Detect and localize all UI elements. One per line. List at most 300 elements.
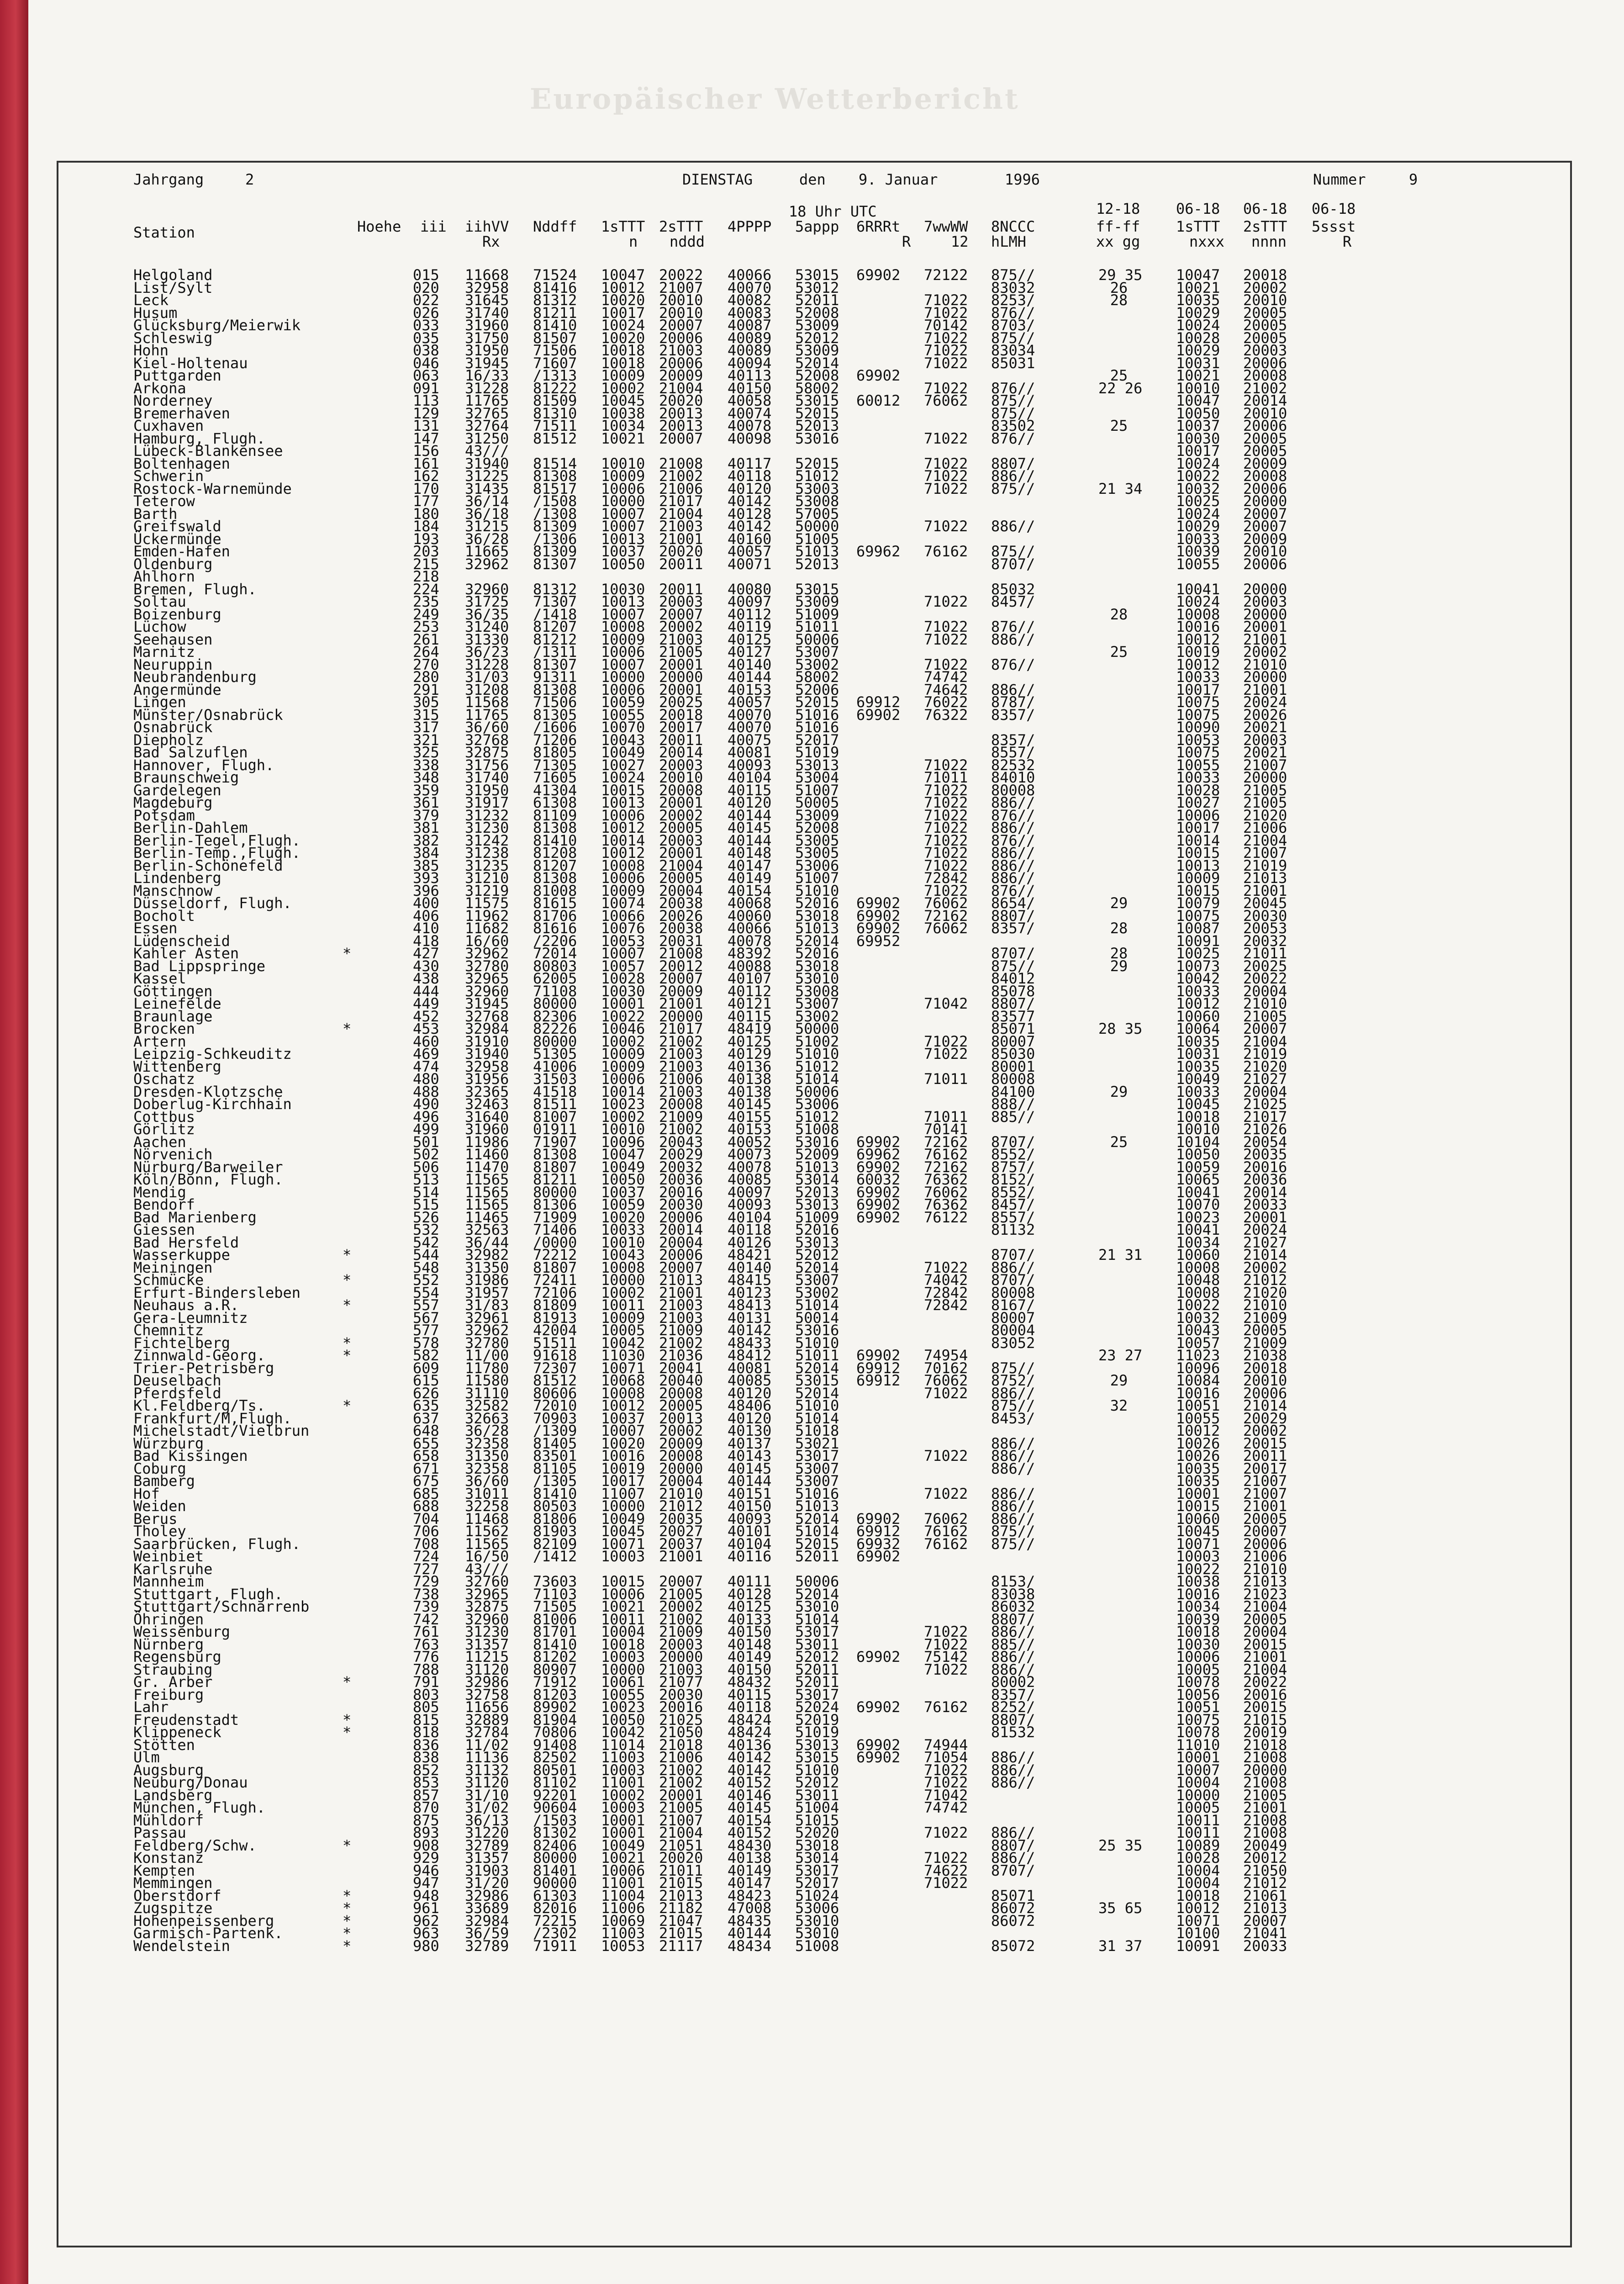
cell-5appp: 51014 (795, 1409, 839, 1427)
cell-ffff: 29 35 (1098, 266, 1143, 284)
cell-ffff: 32 (1110, 1397, 1128, 1414)
cell-1sttt-max: 10041 (1176, 1221, 1220, 1238)
cell-iii: 147 (413, 429, 439, 447)
cell-5appp: 51012 (795, 467, 839, 485)
cell-7wwww: 71022 (924, 1774, 968, 1791)
cell-station-name: Lübeck-Blankensee (133, 442, 283, 460)
cell-2sttt-min: 20021 (1243, 744, 1287, 761)
cell-4pppp: 48424 (728, 1724, 772, 1741)
jahrgang-value: 2 (245, 171, 254, 188)
cell-iii: 280 (413, 668, 439, 686)
cell-mountain-marker: * (343, 1246, 352, 1264)
cell-iii: 577 (413, 1322, 439, 1339)
cell-station-name: Lahr (133, 1698, 169, 1716)
cell-nddff: 72411 (533, 1271, 577, 1289)
cell-iihvv: 32962 (465, 1322, 509, 1339)
cell-nddff: 70903 (533, 1409, 577, 1427)
cell-station-name: Hof (133, 1485, 160, 1502)
date: 9. Januar (859, 171, 938, 188)
cell-2sttt: 20030 (659, 1196, 703, 1213)
cell-iihvv: 32765 (465, 404, 509, 422)
cell-2sttt: 21009 (659, 1623, 703, 1640)
cell-8nccc: 875// (991, 957, 1035, 975)
cell-1sttt: 10009 (601, 1309, 645, 1327)
cell-6rrrt: 69902 (856, 1510, 901, 1528)
cell-8nccc: 8552/ (991, 1146, 1035, 1163)
cell-1sttt-max: 10075 (1176, 907, 1220, 925)
cell-4pppp: 40144 (728, 1472, 772, 1490)
cell-1sttt: 10055 (601, 706, 645, 724)
cell-8nccc: 876// (991, 656, 1035, 673)
cell-1sttt: 10020 (601, 1434, 645, 1452)
cell-nddff: 81308 (533, 819, 577, 836)
cell-4pppp: 48406 (728, 1397, 772, 1414)
cell-2sttt-min: 20002 (1243, 643, 1287, 661)
col-2sttt: 2sTTT (659, 218, 703, 235)
cell-1sttt-max: 10051 (1176, 1698, 1220, 1716)
cell-7wwww: 71022 (924, 656, 968, 673)
cell-1sttt: 10011 (601, 1296, 645, 1314)
cell-iihvv: 31986 (465, 1271, 509, 1289)
cell-4pppp: 40128 (728, 1585, 772, 1603)
cell-8nccc: 86032 (991, 1598, 1035, 1615)
cell-1sttt-max: 10075 (1176, 693, 1220, 711)
cell-iii: 325 (413, 744, 439, 761)
cell-mountain-marker: * (343, 1937, 352, 1955)
cell-nddff: 92201 (533, 1786, 577, 1804)
cell-5appp: 52014 (795, 1384, 839, 1402)
cell-iihvv: 31250 (465, 429, 509, 447)
cell-8nccc: 8357/ (991, 706, 1035, 724)
cell-station-name: Straubing (133, 1660, 213, 1678)
cell-station-name: Bocholt (133, 907, 195, 925)
cell-iihvv: 32984 (465, 1020, 509, 1037)
cell-4pppp: 40119 (728, 618, 772, 635)
cell-iihvv: 31956 (465, 1070, 509, 1088)
cell-5appp: 51019 (795, 1724, 839, 1741)
cell-7wwww: 71022 (924, 856, 968, 874)
cell-station-name: Leipzig-Schkeuditz (133, 1045, 292, 1063)
cell-7wwww: 76162 (924, 1523, 968, 1540)
cell-iihvv: 32784 (465, 1724, 509, 1741)
cell-2sttt-min: 21001 (1243, 1497, 1287, 1515)
cell-5appp: 53007 (795, 1459, 839, 1477)
cell-2sttt-min: 20017 (1243, 1459, 1287, 1477)
cell-1sttt: 10071 (601, 1535, 645, 1553)
cell-2sttt-min: 20005 (1243, 1510, 1287, 1528)
cell-4pppp: 40120 (728, 1409, 772, 1427)
cell-1sttt-max: 10075 (1176, 744, 1220, 761)
cell-station-name: Weiden (133, 1497, 186, 1515)
cell-2sttt: 20036 (659, 1171, 703, 1188)
cell-1sttt: 10020 (601, 291, 645, 309)
cell-1sttt: 10001 (601, 1811, 645, 1829)
cell-1sttt-max: 10016 (1176, 1384, 1220, 1402)
cell-iihvv: 31950 (465, 781, 509, 799)
cell-station-name: Bad Marienberg (133, 1208, 257, 1226)
cell-7wwww: 71022 (924, 1660, 968, 1678)
cell-iihvv: 32960 (465, 580, 509, 598)
cell-2sttt-min: 21008 (1243, 1824, 1287, 1841)
cell-nddff: 81410 (533, 1485, 577, 1502)
cell-1sttt: 11007 (601, 1485, 645, 1502)
cell-2sttt-min: 20001 (1243, 1208, 1287, 1226)
cell-nddff: 72014 (533, 945, 577, 962)
cell-iihvv: 31/02 (465, 1799, 509, 1816)
cell-2sttt: 21006 (659, 480, 703, 497)
cell-station-name: Neubrandenburg (133, 668, 257, 686)
cell-6rrrt: 69902 (856, 1183, 901, 1201)
cell-station-name: Schleswig (133, 329, 213, 347)
cell-iihvv: 31120 (465, 1774, 509, 1791)
cell-8nccc: 8557/ (991, 1208, 1035, 1226)
cell-2sttt-min: 20054 (1243, 1133, 1287, 1151)
cell-5appp: 53006 (795, 1095, 839, 1113)
cell-nddff: 91408 (533, 1736, 577, 1754)
cell-2sttt-min: 20009 (1243, 530, 1287, 548)
cell-5appp: 51007 (795, 869, 839, 887)
cell-iii: 460 (413, 1032, 439, 1050)
cell-1sttt: 10009 (601, 882, 645, 899)
col-top-1sttt: 06-18 (1176, 200, 1220, 217)
cell-station-name: Mannheim (133, 1573, 204, 1590)
cell-iii: 870 (413, 1799, 439, 1816)
cell-5appp: 51010 (795, 1045, 839, 1063)
cell-1sttt-max: 10064 (1176, 1020, 1220, 1037)
cell-2sttt-min: 20009 (1243, 455, 1287, 472)
cell-1sttt-max: 10028 (1176, 781, 1220, 799)
cell-6rrrt: 69912 (856, 1359, 901, 1377)
cell-1sttt: 10047 (601, 266, 645, 284)
cell-2sttt: 21002 (659, 1334, 703, 1352)
cell-iihvv: 31917 (465, 794, 509, 811)
cell-1sttt-max: 10033 (1176, 530, 1220, 548)
cell-6rrrt: 60032 (856, 1171, 901, 1188)
cell-2sttt-min: 21009 (1243, 1334, 1287, 1352)
cell-iii: 361 (413, 794, 439, 811)
cell-iihvv: 31640 (465, 1108, 509, 1126)
cell-iihvv: 31350 (465, 1447, 509, 1465)
cell-nddff: 62005 (533, 970, 577, 987)
cell-2sttt: 21002 (659, 1610, 703, 1628)
cell-iihvv: 32365 (465, 1083, 509, 1100)
cell-iihvv: 32965 (465, 970, 509, 987)
cell-2sttt: 20017 (659, 719, 703, 736)
cell-iihvv: 32958 (465, 279, 509, 296)
cell-2sttt: 20029 (659, 1146, 703, 1163)
cell-1sttt-max: 10001 (1176, 1485, 1220, 1502)
cell-iii: 499 (413, 1121, 439, 1138)
cell-1sttt-max: 10029 (1176, 518, 1220, 535)
cell-station-name: Frankfurt/M,Flugh. (133, 1409, 292, 1427)
cell-station-name: Braunschweig (133, 769, 239, 786)
cell-2sttt: 20007 (659, 1258, 703, 1276)
cell-5appp: 53014 (795, 1171, 839, 1188)
cell-iihvv: 31330 (465, 630, 509, 648)
cell-2sttt: 20001 (659, 844, 703, 862)
cell-1sttt-max: 10014 (1176, 831, 1220, 849)
cell-2sttt-min: 21010 (1243, 1296, 1287, 1314)
cell-2sttt-min: 21007 (1243, 1472, 1287, 1490)
cell-7wwww: 70162 (924, 1359, 968, 1377)
cell-5appp: 53013 (795, 1736, 839, 1754)
cell-2sttt-min: 21013 (1243, 1899, 1287, 1917)
cell-2sttt-min: 21013 (1243, 1573, 1287, 1590)
cell-2sttt: 21004 (659, 505, 703, 523)
cell-4pppp: 40093 (728, 1196, 772, 1213)
cell-1sttt: 10042 (601, 1724, 645, 1741)
cell-2sttt: 21036 (659, 1347, 703, 1364)
cell-2sttt-min: 21050 (1243, 1861, 1287, 1879)
cell-5appp: 52012 (795, 1648, 839, 1665)
cell-7wwww: 71022 (924, 455, 968, 472)
cell-nddff: 81514 (533, 455, 577, 472)
cell-2sttt-min: 20000 (1243, 1761, 1287, 1779)
cell-station-name: Doberlug-Kirchhain (133, 1095, 292, 1113)
cell-2sttt: 21002 (659, 1761, 703, 1779)
cell-1sttt: 10009 (601, 467, 645, 485)
cell-mountain-marker: * (343, 1271, 352, 1289)
cell-2sttt-min: 21007 (1243, 844, 1287, 862)
cell-nddff: 81006 (533, 1610, 577, 1628)
cell-iii: 488 (413, 1083, 439, 1100)
cell-1sttt: 10045 (601, 392, 645, 409)
cell-iii: 671 (413, 1459, 439, 1477)
cell-iii: 026 (413, 304, 439, 322)
cell-2sttt-min: 20000 (1243, 605, 1287, 623)
cell-1sttt-max: 10089 (1176, 1836, 1220, 1854)
cell-nddff: 81309 (533, 543, 577, 560)
cell-nddff: 71206 (533, 731, 577, 749)
cell-8nccc: 85071 (991, 1887, 1035, 1904)
cell-2sttt: 20001 (659, 1786, 703, 1804)
cell-4pppp: 40085 (728, 1171, 772, 1188)
cell-1sttt-max: 10028 (1176, 1849, 1220, 1866)
cell-4pppp: 40117 (728, 455, 772, 472)
cell-ffff: 25 (1110, 367, 1128, 384)
cell-2sttt: 21013 (659, 1887, 703, 1904)
cell-2sttt: 21015 (659, 1874, 703, 1892)
cell-2sttt-min: 21038 (1243, 1347, 1287, 1364)
jahrgang-label: Jahrgang (133, 171, 204, 188)
cell-8nccc: 876// (991, 304, 1035, 322)
cell-8nccc: 885// (991, 1108, 1035, 1126)
cell-2sttt-min: 20021 (1243, 719, 1287, 736)
cell-8nccc: 875// (991, 266, 1035, 284)
cell-4pppp: 40123 (728, 1284, 772, 1301)
cell-4pppp: 48432 (728, 1673, 772, 1691)
cell-station-name: Glücksburg/Meierwik (133, 317, 301, 334)
cell-nddff: 71108 (533, 982, 577, 1000)
cell-8nccc: 886// (991, 1849, 1035, 1866)
cell-1sttt-max: 10001 (1176, 1749, 1220, 1766)
cell-5appp: 53010 (795, 1598, 839, 1615)
cell-2sttt-min: 20007 (1243, 1912, 1287, 1930)
cell-1sttt: 10010 (601, 455, 645, 472)
cell-7wwww: 70141 (924, 1121, 968, 1138)
cell-5appp: 52006 (795, 681, 839, 698)
cell-7wwww: 72842 (924, 869, 968, 887)
cell-nddff: 81302 (533, 1824, 577, 1841)
col-1sttt: 1sTTT (601, 218, 645, 235)
cell-1sttt: 10007 (601, 605, 645, 623)
cell-nddff: 81809 (533, 1296, 577, 1314)
cell-station-name: Cottbus (133, 1108, 195, 1126)
cell-2sttt-min: 20000 (1243, 769, 1287, 786)
col-1sttt-b: 1sTTT (1176, 218, 1220, 235)
cell-1sttt-max: 10078 (1176, 1724, 1220, 1741)
cell-iii: 818 (413, 1724, 439, 1741)
cell-station-name: Lüchow (133, 618, 186, 635)
cell-1sttt: 10019 (601, 1459, 645, 1477)
cell-iii: 552 (413, 1271, 439, 1289)
cell-1sttt: 10050 (601, 1711, 645, 1729)
cell-1sttt: 10030 (601, 982, 645, 1000)
cell-2sttt: 21003 (659, 518, 703, 535)
cell-8nccc: 86072 (991, 1899, 1035, 1917)
cell-iihvv: 32789 (465, 1937, 509, 1955)
cell-2sttt: 20006 (659, 354, 703, 372)
cell-station-name: Bamberg (133, 1472, 195, 1490)
cell-1sttt: 10003 (601, 1648, 645, 1665)
cell-8nccc: 8552/ (991, 1183, 1035, 1201)
cell-iii: 635 (413, 1397, 439, 1414)
cell-iii: 706 (413, 1523, 439, 1540)
cell-7wwww: 76162 (924, 1146, 968, 1163)
cell-1sttt: 10020 (601, 1208, 645, 1226)
cell-7wwww: 71022 (924, 429, 968, 447)
cell-5appp: 53018 (795, 907, 839, 925)
cell-5appp: 52009 (795, 1146, 839, 1163)
cell-station-name: Lüdenscheid (133, 932, 230, 950)
cell-nddff: 81706 (533, 907, 577, 925)
cell-iihvv: 36/14 (465, 492, 509, 510)
cell-2sttt-min: 20019 (1243, 1724, 1287, 1741)
cell-2sttt: 20007 (659, 317, 703, 334)
cell-5appp: 50006 (795, 1573, 839, 1590)
cell-mountain-marker: * (343, 1924, 352, 1942)
cell-1sttt-max: 10056 (1176, 1686, 1220, 1703)
cell-8nccc: 81532 (991, 1724, 1035, 1741)
cell-7wwww: 72162 (924, 907, 968, 925)
cell-6rrrt: 69902 (856, 706, 901, 724)
cell-2sttt: 20018 (659, 706, 703, 724)
cell-7wwww: 74944 (924, 1736, 968, 1754)
cell-1sttt-max: 10055 (1176, 1409, 1220, 1427)
cell-1sttt: 10007 (601, 518, 645, 535)
cell-iii: 962 (413, 1912, 439, 1930)
cell-1sttt: 10049 (601, 744, 645, 761)
cell-4pppp: 40131 (728, 1309, 772, 1327)
cell-nddff: 81308 (533, 681, 577, 698)
cell-4pppp: 40118 (728, 1221, 772, 1238)
cell-ffff: 25 (1110, 643, 1128, 661)
cell-1sttt-max: 10035 (1176, 291, 1220, 309)
cell-7wwww: 72162 (924, 1158, 968, 1176)
cell-1sttt: 10007 (601, 505, 645, 523)
cell-2sttt-min: 20015 (1243, 1434, 1287, 1452)
cell-1sttt-max: 10025 (1176, 492, 1220, 510)
cell-iii: 805 (413, 1698, 439, 1716)
cell-1sttt: 10017 (601, 304, 645, 322)
cell-2sttt-min: 20005 (1243, 429, 1287, 447)
cell-2sttt-min: 21019 (1243, 1045, 1287, 1063)
cell-iii: 578 (413, 1334, 439, 1352)
cell-7wwww: 74042 (924, 1271, 968, 1289)
cell-2sttt: 20032 (659, 1158, 703, 1176)
cell-8nccc: 85031 (991, 354, 1035, 372)
cell-7wwww: 76362 (924, 1171, 968, 1188)
cell-5appp: 51024 (795, 1887, 839, 1904)
cell-2sttt-min: 20015 (1243, 1698, 1287, 1716)
col-4pppp: 4PPPP (728, 218, 772, 235)
cell-7wwww: 71022 (924, 1258, 968, 1276)
cell-iihvv: 11/02 (465, 1736, 509, 1754)
cell-2sttt: 20003 (659, 756, 703, 774)
cell-2sttt-min: 20049 (1243, 1836, 1287, 1854)
cell-2sttt-min: 21004 (1243, 1598, 1287, 1615)
cell-4pppp: 40078 (728, 932, 772, 950)
cell-1sttt: 10018 (601, 342, 645, 359)
cell-iii: 359 (413, 781, 439, 799)
cell-ffff: 25 35 (1098, 1836, 1143, 1854)
cell-7wwww: 72842 (924, 1284, 968, 1301)
cell-1sttt: 11006 (601, 1899, 645, 1917)
cell-iihvv: 32582 (465, 1397, 509, 1414)
cell-8nccc: 80007 (991, 1309, 1035, 1327)
cell-5appp: 52012 (795, 1774, 839, 1791)
cell-4pppp: 48433 (728, 1334, 772, 1352)
cell-1sttt: 10053 (601, 932, 645, 950)
cell-4pppp: 40057 (728, 693, 772, 711)
col-ffff: ff-ff (1096, 218, 1140, 235)
cell-iii: 515 (413, 1196, 439, 1213)
cell-5appp: 51002 (795, 1032, 839, 1050)
cell-station-name: Wendelstein (133, 1937, 230, 1955)
cell-ffff: 31 37 (1098, 1937, 1143, 1955)
cell-4pppp: 40057 (728, 543, 772, 560)
cell-5appp: 53018 (795, 1836, 839, 1854)
cell-station-name: Michelstadt/Vielbrun (133, 1422, 310, 1439)
cell-1sttt-max: 10075 (1176, 1711, 1220, 1729)
cell-1sttt-max: 10041 (1176, 1183, 1220, 1201)
cell-1sttt: 10049 (601, 1510, 645, 1528)
cell-8nccc: 80008 (991, 781, 1035, 799)
cell-iihvv: 11780 (465, 1359, 509, 1377)
cell-2sttt: 20027 (659, 1523, 703, 1540)
cell-8nccc: 80008 (991, 1070, 1035, 1088)
cell-5appp: 53013 (795, 1196, 839, 1213)
col-iii: iii (420, 218, 447, 235)
cell-1sttt-max: 10032 (1176, 1309, 1220, 1327)
cell-7wwww: 72162 (924, 1133, 968, 1151)
cell-station-name: Potsdam (133, 806, 195, 824)
time-label: 18 Uhr UTC (789, 203, 877, 220)
cell-nddff: 81308 (533, 869, 577, 887)
cell-2sttt: 20009 (659, 1434, 703, 1452)
cell-7wwww: 71022 (924, 329, 968, 347)
cell-iihvv: 31957 (465, 1284, 509, 1301)
cell-2sttt: 20026 (659, 907, 703, 925)
cell-iihvv: 32875 (465, 744, 509, 761)
cell-iii: 384 (413, 844, 439, 862)
cell-iii: 526 (413, 1208, 439, 1226)
cell-station-name: Helgoland (133, 266, 213, 284)
cell-4pppp: 40147 (728, 856, 772, 874)
cell-iihvv: 31132 (465, 1761, 509, 1779)
cell-iii: 235 (413, 593, 439, 610)
cell-iihvv: 11668 (465, 266, 509, 284)
